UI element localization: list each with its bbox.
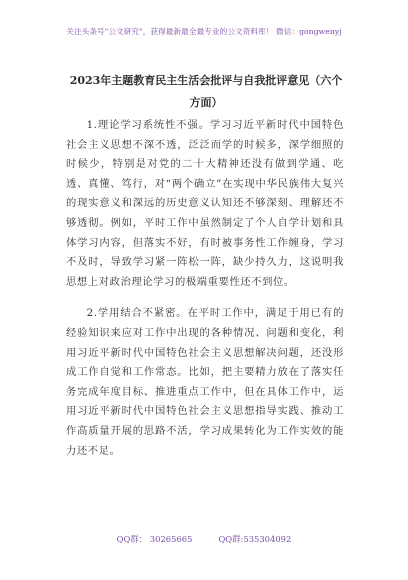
header-banner: 关注头条号"公文研究"，获得最新最全最专业的公文资料库！ 微信：gongwenyj bbox=[66, 27, 342, 36]
paragraph-study-application: 2.学用结合不紧密。在平时工作中，满足于用已有的经验知识来应对工作中出现的各种情况、问题和变化，利用习近平新时代中国特色社会主义思想解决问题，还没形成工作自觉和工作常态。比如，把主要精力放在了落实任务完成年度目标、推进重点工作中，但在具体工作中，运用习近平新时代中国特色社会主义思想指导实践、推动工作高质量开展的思路不活，学习成果转化为工作实效的能力还不足。 bbox=[66, 307, 344, 457]
footer-qq-group-1: QQ群： 30265665 bbox=[116, 534, 193, 544]
paragraph-theory-study: 1.理论学习系统性不强。学习习近平新时代中国特色社会主义思想不深不透，泛泛而学的时候多，深学细照的时候少，特别是对党的二十大精神还没有做到学通、吃透、真懂、笃行，对“两个确立”在实现中华民族伟大复兴的现实意义和深远的历史意义认知还不够深刻、理解还不够透彻。例如，平时工作中虽然制定了个人自学计划和具体学习内容，但落实不好，有时被事务性工作缠身，学习不及时，导致学习紧一阵松一阵，缺少持久力，这说明我思想上对政治理论学习的极端重要性还不到位。 bbox=[66, 119, 344, 288]
document-body bbox=[66, 116, 344, 461]
document-title: 2023年主题教育民主生活会批评与自我批评意见（六个方面） bbox=[69, 74, 343, 109]
footer bbox=[0, 533, 408, 545]
footer-qq-group-2: QQ群:535304092 bbox=[218, 534, 292, 544]
